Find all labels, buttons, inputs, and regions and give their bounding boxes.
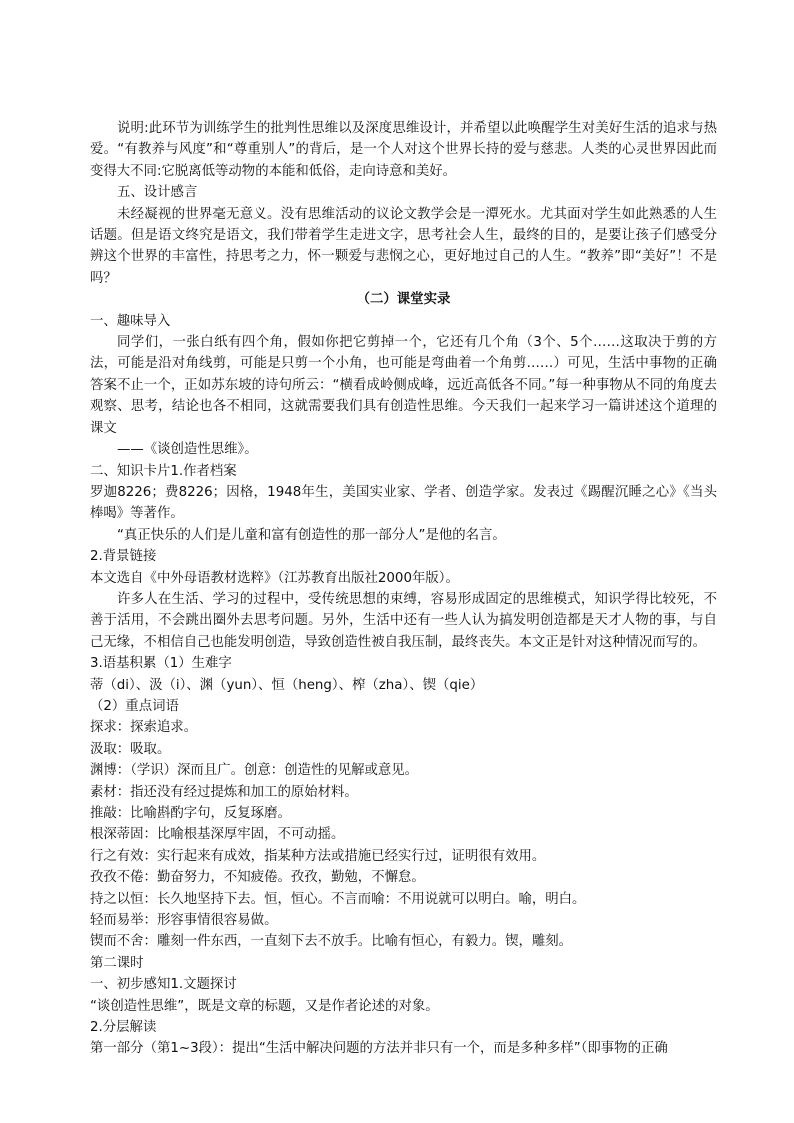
paragraph: 许多人在生活、学习的过程中，受传统思想的束缚，容易形成固定的思维模式，知识学得比较死，不善于活用，不会跳出圈外去思考问题。另外，生活中还有一些人认为搞发明创造都是天才人物的事，与自己无缘，不相信自己也能发明创造，导致创造性被自我压制，最终丧失。本文正是针对这种情况而写的。 xyxy=(90,591,717,650)
paragraph: 汲取：吸取。 xyxy=(90,741,171,757)
paragraph: 一、初步感知1.文题探讨 xyxy=(90,977,237,993)
paragraph: 一、趣味导入 xyxy=(90,313,171,329)
paragraph: 同学们，一张白纸有四个角，假如你把它剪掉一个，它还有几个角（3个、5个……这取决于剪的方法，可能是沿对角线剪，可能是只剪一个小角，也可能是弯曲着一个角剪……）可见，生活中事物的正确答案不止一个，正如苏东坡的诗句所云：“横看成岭侧成峰，远近高低各不同。”每一种事物从不同的角度去观察、思考，结论也各不相同，这就需要我们具有创造性思维。今天我们一起来学习一篇讲述这个道理的课文 xyxy=(90,335,717,436)
paragraph: 孜孜不倦：勤奋努力，不知疲倦。孜孜，勤勉，不懈怠。 xyxy=(90,870,425,886)
paragraph: 未经凝视的世界毫无意义。没有思维活动的议论文教学会是一潭死水。尤其面对学生如此熟悉的人生话题。但是语文终究是语文，我们带着学生走进文字，思考社会人生，最终的目的，是要让孩子们感受分辨这个世界的丰富性，持思考之力，怀一颗爱与悲悯之心，更好地过自己的人生。“教养”即“美好”！不是吗？ xyxy=(90,206,717,286)
paragraph: 根深蒂固：比喻根基深厚牢固，不可动摇。 xyxy=(90,827,345,843)
paragraph: 第二课时 xyxy=(90,955,144,971)
paragraph: 行之有效：实行起来有成效，指某种方法或措施已经实行过，证明很有效用。 xyxy=(90,848,546,864)
document-page xyxy=(90,118,717,1060)
paragraph: 五、设计感言 xyxy=(117,185,198,201)
paragraph: 探求：探索追求。 xyxy=(90,720,198,736)
paragraph: 说明:此环节为训练学生的批判性思维以及深度思维设计，并希望以此唤醒学生对美好生活的追求与热爱。“有教养与风度”和“尊重别人”的背后，是一个人对这个世界长持的爱与慈悲。人类的心灵世界因此而变得大不同:它脱离低等动物的本能和低俗，走向诗意和美好。 xyxy=(90,121,717,179)
section-heading: （二）课堂实录 xyxy=(356,292,451,308)
paragraph: “真正快乐的人们是儿童和富有创造性的那一部分人”是他的名言。 xyxy=(117,527,506,543)
paragraph: 持之以恒：长久地坚持下去。恒，恒心。不言而喻：不用说就可以明白。喻，明白。 xyxy=(90,891,586,907)
paragraph: 3.语基积累（1）生难字 xyxy=(90,656,232,672)
paragraph: “谈创造性思维”，既是文章的标题，又是作者论述的对象。 xyxy=(90,998,439,1014)
paragraph: 2.分层解读 xyxy=(90,1020,157,1036)
paragraph: 2.背景链接 xyxy=(90,549,157,565)
paragraph: 蒂（di）、汲（i）、渊（yun）、恒（heng）、榨（zha）、锲（qie） xyxy=(90,677,484,693)
paragraph: 推敲：比喻斟酌字句，反复琢磨。 xyxy=(90,806,291,821)
paragraph: 素材：指还没有经过提炼和加工的原始材料。 xyxy=(90,784,358,800)
paragraph: 轻而易举：形容事情很容易做。 xyxy=(90,913,278,929)
paragraph: 罗迦8226；费8226；因格，1948年生，美国实业家、学者、创造学家。发表过《踢醒沉睡之心》《当头棒喝》等著作。 xyxy=(90,484,717,522)
paragraph: ——《谈创造性思维》。 xyxy=(117,442,258,458)
paragraph: 锲而不舍：雕刻一件东西，一直刻下去不放手。比喻有恒心，有毅力。锲，雕刻。 xyxy=(90,934,573,950)
paragraph: （2）重点词语 xyxy=(90,698,179,714)
paragraph: 第一部分（第1~3段）：提出“生活中解决问题的方法并非只有一个，而是多种多样”（即事物的正确 xyxy=(90,1041,668,1057)
paragraph: 本文选自《中外母语教材选粹》（江苏教育出版社2000年版）。 xyxy=(90,570,459,586)
paragraph: 渊博：（学识）深而且广。创意：创造性的见解或意见。 xyxy=(90,763,419,779)
paragraph: 二、知识卡片1.作者档案 xyxy=(90,463,237,479)
